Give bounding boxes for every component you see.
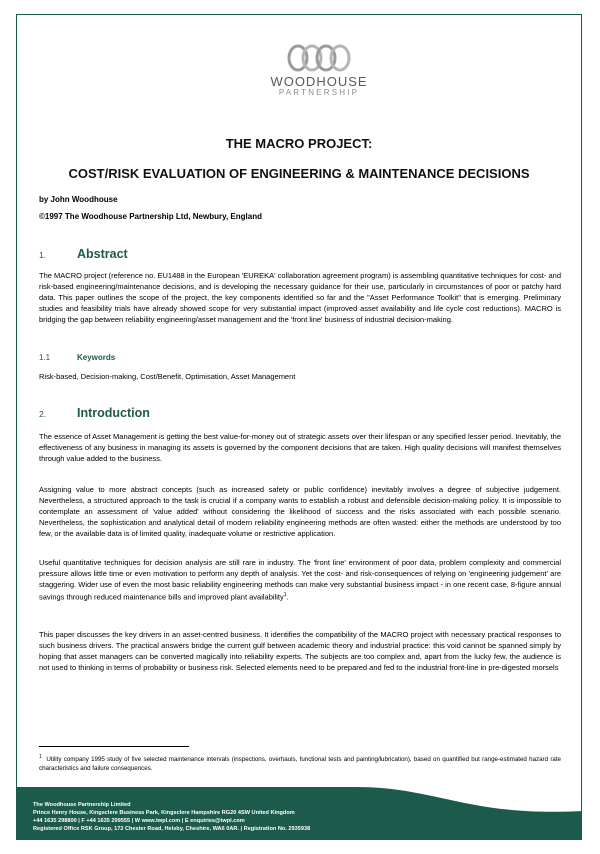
introduction-heading bbox=[39, 406, 150, 420]
intro-paragraph-3-end: . bbox=[286, 592, 289, 602]
footnote bbox=[39, 753, 561, 773]
footnote-ref: 1 bbox=[283, 592, 287, 598]
document-page bbox=[16, 14, 582, 840]
abstract-text: The MACRO project (reference no. EU1488 in the European 'EUREKA' collaboration agreement program) is assembling quantitative techniques for cost- and risk-based engineering/maintenance decisions, and is developing the necessary guidance for their use, particularly in circumstances of poor or patchy hard data. This paper outlines the scope of the project, the key components identified so far and the "Asset Performance Toolkit" that is emerging. Preliminary studies and feasibility trials have already showed scope for very substantial impact (improved asset availability and life cycle cost reductions). MACRO is bridging the gap between reliability engineering/asset management and the 'front line' business of industrial decision-making. bbox=[39, 271, 561, 324]
keywords-text: Risk-based, Decision-making, Cost/Benefit, Optimisation, Asset Management bbox=[39, 372, 296, 381]
abstract-title: Abstract bbox=[77, 247, 128, 261]
introduction-title: Introduction bbox=[77, 406, 150, 420]
document-title: THE MACRO PROJECT: bbox=[225, 136, 373, 151]
keywords-heading bbox=[39, 353, 115, 362]
abstract-heading bbox=[39, 247, 128, 261]
keywords-number: 1.1 bbox=[39, 353, 51, 362]
company-logo bbox=[264, 43, 374, 97]
footnote-number: 1 bbox=[39, 754, 42, 760]
footnote-divider bbox=[39, 746, 189, 747]
abstract-number: 1. bbox=[39, 250, 47, 260]
intro-paragraph-3 bbox=[39, 557, 561, 603]
footer-contact: +44 1635 298800 | F +44 1635 299555 | W www.twpl.com | E enquiries@twpl.com bbox=[33, 818, 245, 824]
footer-text bbox=[33, 801, 310, 833]
keywords-title: Keywords bbox=[77, 353, 116, 362]
intro-paragraph-1: The essence of Asset Management is getting the best value-for-money out of strategic assets over their lifespan or any specified lesser period. Inevitably, the effectiveness of any business in managing its assets is governed by the component decisions that are taken. High quality decisions will manifest themselves through value added to the business. bbox=[39, 432, 561, 463]
intro-paragraph-4: This paper discusses the key drivers in an asset-centred business. It identifies the compatibility of the MACRO project with necessary practical responses to such business drivers. The practical answers bridge the current gulf between academic theory and industrial practice: this void cannot be spanned simply by hoping that asset managers can be converted magically into reliability experts. The subjects are too complex and, apart from the lucky few, the audience is not used to thinking in terms of probability or business risk. Selected elements need to be prepared and fed to the industrial front-line in pre-digested morsels bbox=[39, 630, 561, 672]
introduction-number: 2. bbox=[39, 409, 47, 419]
logo-name: WOODHOUSE bbox=[270, 74, 368, 89]
woodhouse-logo-icon bbox=[284, 43, 354, 73]
intro-paragraph-3-text: Useful quantitative techniques for decision analysis are still rare in industry. The 'front line' environment of poor data, problem complexity and commercial pressure allows little time or even motivation to perform any depth of analysis. Yet the cost- and risk-consequences of relying on 'engineering judgement' are staggering. Wider use of even the most basic reliability engineering methods can make very substantial business impact - in one recent case, 8-figure annual savings through reduced maintenance bills and improved plant availability bbox=[39, 558, 561, 602]
footer-address: Prince Henry House, Kingsclere Business Park, Kingsclere Hampshire RG20 4SW United Kingdom bbox=[33, 810, 295, 816]
logo-subtitle: PARTNERSHIP bbox=[278, 88, 360, 97]
author: by John Woodhouse bbox=[39, 195, 118, 204]
footnote-text: Utility company 1995 study of five selected maintenance intervals (inspections, overhauls, functional tests and painting/lubrication), based on quantified but range-estimated hazard rate characteristics and failure consequences. bbox=[39, 756, 561, 773]
intro-paragraph-2: Assigning value to more abstract concepts (such as increased safety or public confidence) inevitably involves a degree of subjective judgement. Nevertheless, a structured approach to the task is crucial if a company wants to establish a robust and defensible decision-making policy. It is impossible to contemplate an assessment of 'value added' without considering the likelihood of success and the risks associated with each possible scenario. Nevertheless, the sophistication and analytical detail of modern reliability engineering methods are often wasted: either the methods are understood by too few, or the available data is of limited quality, inadequate volume or restrictive application. bbox=[39, 485, 561, 538]
copyright: ©1997 The Woodhouse Partnership Ltd, Newbury, England bbox=[39, 212, 262, 221]
footer-company: The Woodhouse Partnership Limited bbox=[33, 802, 131, 808]
footer-registration: Registered Office RSK Group, 172 Chester Road, Helsby, Cheshire, WA6 0AR. | Registration No. 2935938 bbox=[33, 826, 311, 832]
document-subtitle: COST/RISK EVALUATION OF ENGINEERING & MAINTENANCE DECISIONS bbox=[68, 166, 530, 181]
page-footer bbox=[17, 787, 582, 840]
